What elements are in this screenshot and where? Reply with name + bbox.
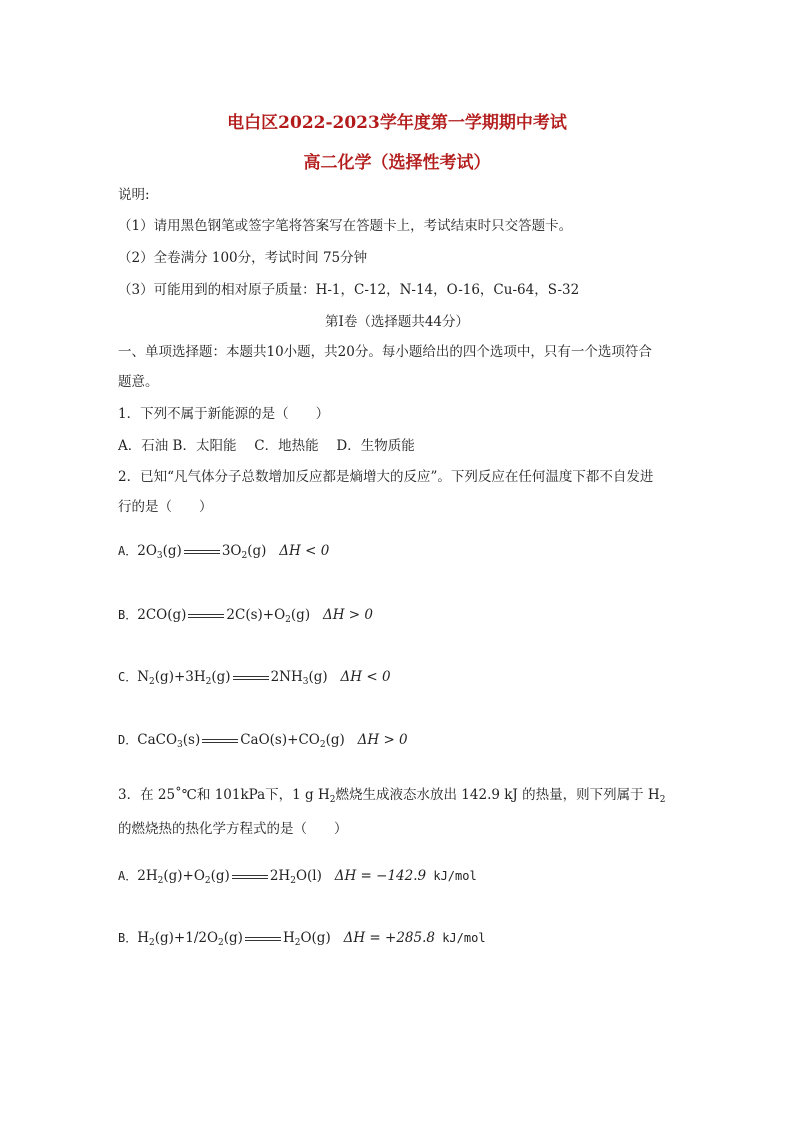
section-instruction-2: 题意。 xyxy=(118,374,159,390)
equals-arrow-icon xyxy=(233,676,269,680)
equals-arrow-icon xyxy=(184,550,220,554)
note-item-3: （3）可能用到的相对原子质量：H-1，C-12，N-14，O-16，Cu-64，S-32 xyxy=(118,282,580,298)
q2-option-c: C．$N_2(g)+3H_2(g)$ $2NH_3(g)$ ΔH < 0 xyxy=(118,669,391,687)
exam-title: 电白区2022-2023学年度第一学期期中考试 xyxy=(227,113,567,133)
q2-option-b: B．2CO(g) $2C(s)+O_2(g)$ ΔH > 0 xyxy=(118,607,373,625)
note-item-1: （1）请用黑色钢笔或签字笔将答案写在答题卡上，考试结束时只交答题卡。 xyxy=(118,218,573,234)
q2-option-a: A．$2O_3(g)$ $3O_2(g)$ ΔH < 0 xyxy=(118,543,330,561)
section-instruction-1: 一、单项选择题：本题共10小题，共20分。每小题给出的四个选项中，只有一个选项符合 xyxy=(118,344,652,360)
notes-label: 说明: xyxy=(118,187,150,203)
q1-stem: 1．下列不属于新能源的是（ ） xyxy=(118,406,330,422)
q3-option-b: B．$H_2(g)+1/2O_2(g)$ $H_2O(g)$ ΔH = +285.8 kJ/mol xyxy=(118,930,486,948)
section-title: 第Ⅰ卷（选择题共44分） xyxy=(324,314,469,330)
q2-stem-line1: 2．已知“凡气体分子总数增加反应都是熵增大的反应”。下列反应在任何温度下都不自发进 xyxy=(118,469,654,485)
q3-option-a: A．$2H_2(g)+O_2(g)$ $2H_2O(l)$ ΔH = −142.9 kJ/mol xyxy=(118,868,477,886)
note-item-2: （2）全卷满分 100分，考试时间 75分钟 xyxy=(118,250,368,266)
q3-stem-line1: 3．在 25˚℃和 101kPa下，1 g $H_2$燃烧生成液态水放出 142.9 kJ 的热量，则下列属于 $H_2$ xyxy=(118,787,666,805)
q1-options: A．石油 B．太阳能 C．地热能 D．生物质能 xyxy=(118,438,415,454)
equals-arrow-icon xyxy=(232,875,268,879)
equals-arrow-icon xyxy=(202,739,238,743)
q2-option-d: D．CaCO$_3$(s) $CaO(s)+CO_2(g)$ ΔH > 0 xyxy=(118,732,408,750)
exam-subtitle: 高二化学（选择性考试） xyxy=(303,153,491,173)
q2-stem-line2: 行的是（ ） xyxy=(118,499,213,515)
q3-stem-line2: 的燃烧热的热化学方程式的是（ ） xyxy=(118,821,348,837)
equals-arrow-icon xyxy=(188,614,224,618)
equals-arrow-icon xyxy=(245,937,281,941)
